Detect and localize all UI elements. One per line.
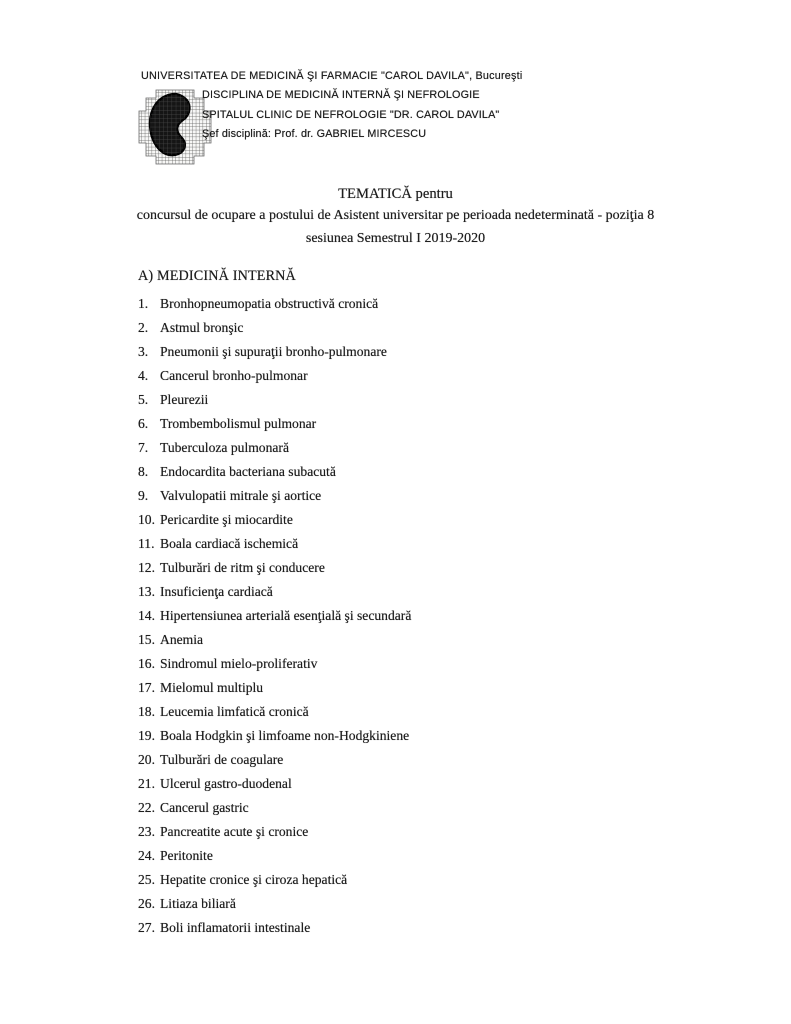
topic-number: 7. [138, 440, 149, 455]
topic-number: 9. [138, 488, 149, 503]
topic-item [138, 892, 698, 916]
topic-text: Leucemia limfatică cronică [160, 704, 309, 719]
topic-number: 4. [138, 368, 149, 383]
topics-list [138, 292, 698, 940]
topic-text: Anemia [160, 632, 204, 647]
document-title [0, 183, 791, 250]
topic-number: 2. [138, 320, 149, 335]
topic-text: Tulburări de ritm şi conducere [160, 560, 325, 575]
topic-item [138, 820, 698, 844]
topic-text: Valvulopatii mitrale şi aortice [160, 488, 322, 503]
topic-item [138, 292, 698, 316]
title-line-1: TEMATICĂ pentru [338, 186, 453, 202]
topic-text: Bronhopneumopatia obstructivă cronică [160, 296, 379, 311]
topic-item [138, 340, 698, 364]
topic-text: Cancerul bronho-pulmonar [160, 368, 308, 383]
topic-item [138, 484, 698, 508]
topic-item [138, 532, 698, 556]
topic-number: 26. [138, 896, 155, 911]
topics-section [138, 266, 698, 940]
topic-text: Cancerul gastric [160, 800, 249, 815]
topic-text: Hepatite cronice şi ciroza hepatică [160, 872, 348, 887]
topic-item [138, 700, 698, 724]
topic-text: Endocardita bacteriana subacută [160, 464, 336, 479]
topic-number: 14. [138, 608, 155, 623]
topic-text: Insuficienţa cardiacă [160, 584, 273, 599]
topic-text: Sindromul mielo-proliferativ [160, 656, 318, 671]
topic-number: 8. [138, 464, 149, 479]
topic-text: Astmul bronşic [160, 320, 244, 335]
topic-item [138, 604, 698, 628]
topic-text: Boala cardiacă ischemică [160, 536, 299, 551]
topic-text: Boala Hodgkin şi limfoame non-Hodgkiniene [160, 728, 410, 743]
topic-number: 23. [138, 824, 155, 839]
department-line: DISCIPLINA DE MEDICINĂ INTERNĂ ŞI NEFROLOGIE [202, 89, 480, 101]
topic-item [138, 652, 698, 676]
topic-number: 1. [138, 296, 149, 311]
topic-text: Boli inflamatorii intestinale [160, 920, 311, 935]
topic-item [138, 316, 698, 340]
university-name-line: UNIVERSITATEA DE MEDICINĂ ŞI FARMACIE "CAROL DAVILA", Bucureşti [141, 70, 523, 82]
topic-text: Tuberculoza pulmonară [160, 440, 289, 455]
topic-number: 25. [138, 872, 155, 887]
topic-item [138, 724, 698, 748]
topic-text: Ulcerul gastro-duodenal [160, 776, 292, 791]
topic-number: 6. [138, 416, 149, 431]
hospital-line: SPITALUL CLINIC DE NEFROLOGIE "DR. CAROL DAVILA" [202, 108, 500, 121]
topic-number: 22. [138, 800, 155, 815]
topic-number: 15. [138, 632, 155, 647]
topic-item [138, 508, 698, 532]
topic-number: 16. [138, 656, 155, 671]
topic-item [138, 580, 698, 604]
topic-text: Hipertensiunea arterială esenţială şi secundară [160, 608, 412, 623]
topic-item [138, 916, 698, 940]
topic-number: 10. [138, 512, 155, 527]
topic-item [138, 364, 698, 388]
section-heading: A) MEDICINĂ INTERNĂ [138, 268, 296, 284]
topic-number: 20. [138, 752, 155, 767]
topic-text: Trombembolismul pulmonar [160, 416, 317, 431]
topic-item [138, 460, 698, 484]
topic-text: Tulburări de coagulare [160, 752, 284, 767]
topic-number: 3. [138, 344, 149, 359]
topic-number: 27. [138, 920, 155, 935]
topic-item [138, 388, 698, 412]
topic-item [138, 868, 698, 892]
topic-text: Pancreatite acute şi cronice [160, 824, 309, 839]
topic-item [138, 844, 698, 868]
header-lines [202, 86, 499, 145]
topic-number: 21. [138, 776, 155, 791]
title-line-2: concursul de ocupare a postului de Asistent universitar pe perioada nedeterminată - poziţia 8 [136, 208, 655, 224]
kidney-logo-icon [138, 89, 212, 165]
topic-number: 12. [138, 560, 155, 575]
topic-number: 24. [138, 848, 155, 863]
topic-text: Pleurezii [160, 392, 209, 407]
topic-text: Peritonite [160, 848, 213, 863]
topic-number: 18. [138, 704, 155, 719]
chief-line: Şef disciplină: Prof. dr. GABRIEL MIRCESCU [202, 128, 427, 141]
topic-item [138, 676, 698, 700]
topic-item [138, 796, 698, 820]
topic-item [138, 748, 698, 772]
topic-text: Litiaza biliară [160, 896, 236, 911]
title-line-3: sesiunea Semestrul I 2019-2020 [305, 230, 486, 246]
topic-item [138, 436, 698, 460]
topic-item [138, 628, 698, 652]
topic-number: 13. [138, 584, 155, 599]
topic-number: 11. [138, 536, 155, 551]
topic-item [138, 412, 698, 436]
topic-text: Pneumonii şi supuraţii bronho-pulmonare [160, 344, 387, 359]
topic-number: 17. [138, 680, 155, 695]
topic-text: Pericardite şi miocardite [160, 512, 293, 527]
topic-item [138, 556, 698, 580]
topic-number: 19. [138, 728, 155, 743]
topic-number: 5. [138, 392, 149, 407]
topic-item [138, 772, 698, 796]
topic-text: Mielomul multiplu [160, 680, 264, 695]
